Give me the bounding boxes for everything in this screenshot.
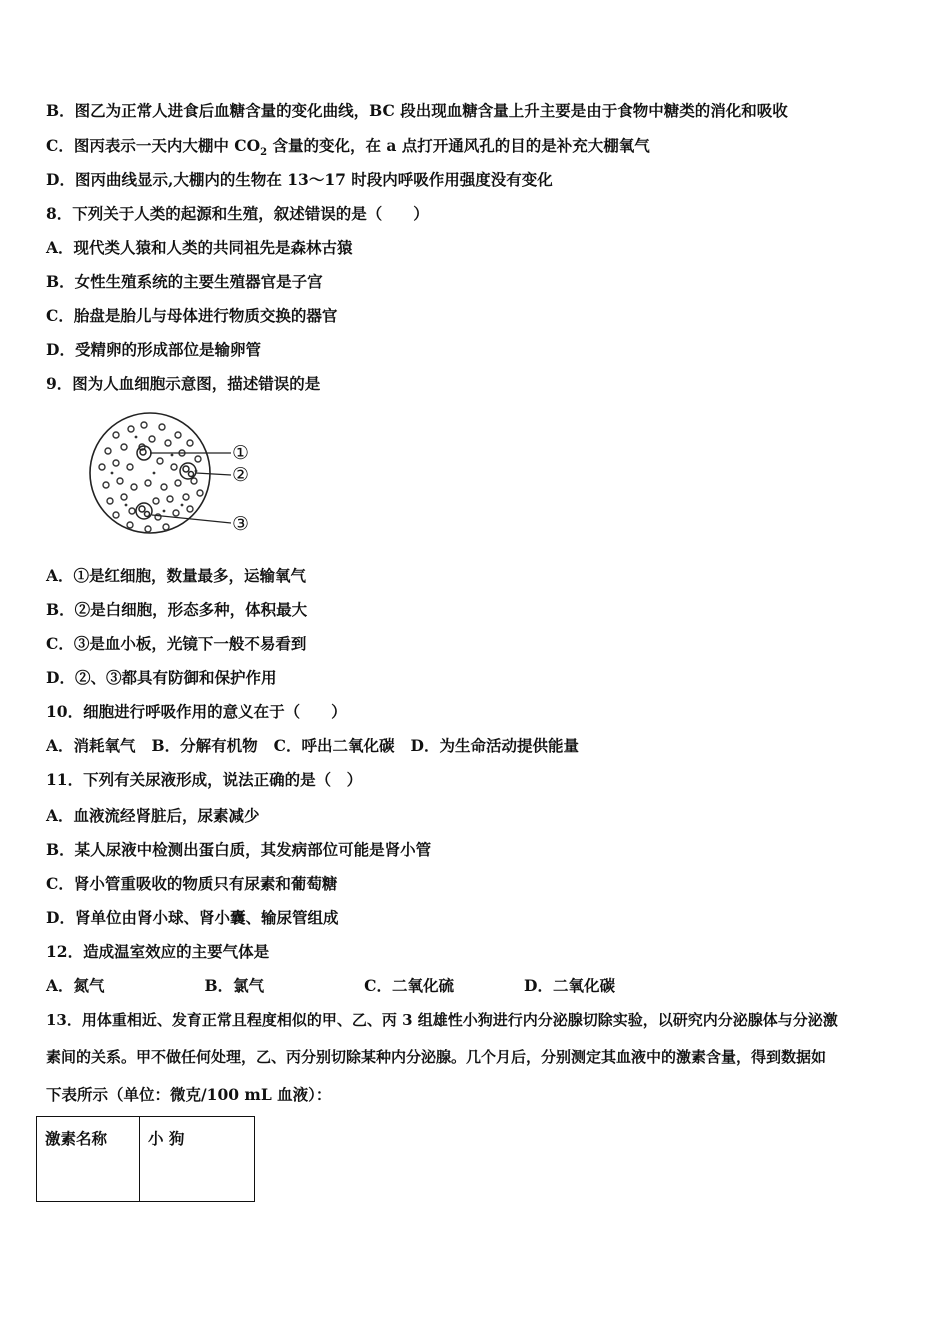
- label-1: ①: [232, 442, 250, 464]
- option-label: C．: [46, 136, 74, 155]
- blood-cell-figure: [86, 407, 266, 547]
- option-text: 肾小管重吸收的物质只有尿素和葡萄糖: [73, 874, 338, 893]
- option-label: B．: [46, 272, 75, 291]
- option-label: A．: [46, 736, 74, 755]
- q11-option-b: [46, 840, 431, 860]
- option-c-text: 呼出二氧化碳: [301, 736, 395, 755]
- option-text: 受精卵的形成部位是输卵管: [74, 340, 261, 359]
- q7-option-d: [46, 170, 553, 190]
- q9-option-b: [46, 600, 307, 620]
- option-text: 某人尿液中检测出蛋白质，其发病部位可能是肾小管: [74, 840, 432, 859]
- q8-option-b: [46, 272, 323, 292]
- option-label: D．: [410, 736, 440, 755]
- option-label: A．: [46, 976, 74, 995]
- q10-options: [46, 736, 579, 756]
- question-9: 9．图为人血细胞示意图，描述错误的是: [46, 374, 321, 393]
- option-text-pre: 图丙表示一天内大棚中 CO: [73, 136, 261, 155]
- option-label: D．: [46, 908, 75, 927]
- label-3: ③: [232, 513, 250, 535]
- question-12: 12．造成温室效应的主要气体是: [46, 942, 270, 961]
- option-label: B．: [204, 976, 234, 995]
- option-b-text: 氯气: [233, 976, 265, 995]
- option-label: A．: [46, 566, 74, 585]
- q11-option-d: [46, 908, 338, 928]
- option-label: C．: [273, 736, 302, 755]
- q7-option-c: [46, 136, 650, 163]
- question-13-line-3: 下表所示（单位：微克/100 mL 血液）：: [46, 1085, 332, 1104]
- question-8: 8．下列关于人类的起源和生殖，叙述错误的是（ ）: [46, 204, 429, 223]
- option-label: C．: [364, 976, 393, 995]
- option-label: A．: [46, 806, 74, 825]
- q8-option-c: [46, 306, 337, 326]
- q7-option-b: [46, 101, 788, 121]
- q9-option-c: [46, 634, 306, 654]
- table-header-puppy: 小 狗: [140, 1117, 255, 1202]
- q9-option-d: [46, 668, 276, 688]
- option-d-text: 为生命活动提供能量: [439, 736, 579, 755]
- option-label: B．: [151, 736, 181, 755]
- option-text: 女性生殖系统的主要生殖器官是子宫: [74, 272, 323, 291]
- option-text: 现代类人猿和人类的共同祖先是森林古猿: [73, 238, 353, 257]
- option-label: D．: [524, 976, 553, 995]
- q11-option-c: [46, 874, 337, 894]
- option-text: ②、③都具有防御和保护作用: [74, 668, 277, 687]
- figure-labels: [232, 442, 249, 535]
- option-b-text: 分解有机物: [180, 736, 258, 755]
- question-10: 10．细胞进行呼吸作用的意义在于（ ）: [46, 702, 347, 721]
- table-header-hormone: 激素名称: [37, 1117, 140, 1202]
- option-text: 血液流经肾脏后，尿素减少: [73, 806, 260, 825]
- option-text: 胎盘是胎儿与母体进行物质交换的器官: [73, 306, 338, 325]
- q12-options: [46, 976, 615, 996]
- label-2: ②: [232, 464, 250, 486]
- question-13-line-2: 素间的关系。甲不做任何处理，乙、丙分别切除某种内分泌腺。几个月后，分别测定其血液中的激素含量，得到数据如: [46, 1048, 827, 1066]
- option-label: C．: [46, 306, 74, 325]
- option-d-text: 二氧化碳: [552, 976, 615, 995]
- subscript: 2: [260, 147, 268, 159]
- platelets: [111, 436, 198, 513]
- option-label: B．: [46, 600, 75, 619]
- option-a-text: 消耗氧气: [73, 736, 136, 755]
- q8-option-d: [46, 340, 261, 360]
- option-text: 肾单位由肾小球、肾小囊、输尿管组成: [74, 908, 339, 927]
- option-label: B．: [46, 840, 75, 859]
- option-label: C．: [46, 634, 74, 653]
- option-text: ①是红细胞，数量最多，运输氧气: [73, 566, 307, 585]
- question-11: 11．下列有关尿液形成，说法正确的是（ ）: [46, 770, 363, 789]
- option-text: 图乙为正常人进食后血糖含量的变化曲线，BC 段出现血糖含量上升主要是由于食物中糖类的消化和吸收: [74, 101, 788, 120]
- option-label: D．: [46, 668, 75, 687]
- option-label: D．: [46, 170, 75, 189]
- q8-option-a: [46, 238, 353, 258]
- q9-option-a: [46, 566, 306, 586]
- option-label: D．: [46, 340, 75, 359]
- option-text: ③是血小板，光镜下一般不易看到: [73, 634, 307, 653]
- option-label: A．: [46, 238, 74, 257]
- option-text: 图丙曲线显示,大棚内的生物在 13～17 时段内呼吸作用强度没有变化: [74, 170, 553, 189]
- question-13-line-1: 13．用体重相近、发育正常且程度相似的甲、乙、丙 3 组雄性小狗进行内分泌腺切除实验，以研究内分泌腺体与分泌激: [46, 1011, 838, 1029]
- table-row: [37, 1117, 255, 1202]
- option-text: ②是白细胞，形态多种，体积最大: [74, 600, 308, 619]
- hormone-table: [36, 1116, 255, 1202]
- option-c-text: 二氧化硫: [392, 976, 455, 995]
- option-label: B．: [46, 101, 75, 120]
- q11-option-a: [46, 806, 260, 826]
- option-text-post: 含量的变化，在 a 点打开通风孔的目的是补充大棚氧气: [267, 136, 650, 155]
- option-label: C．: [46, 874, 74, 893]
- option-a-text: 氮气: [73, 976, 105, 995]
